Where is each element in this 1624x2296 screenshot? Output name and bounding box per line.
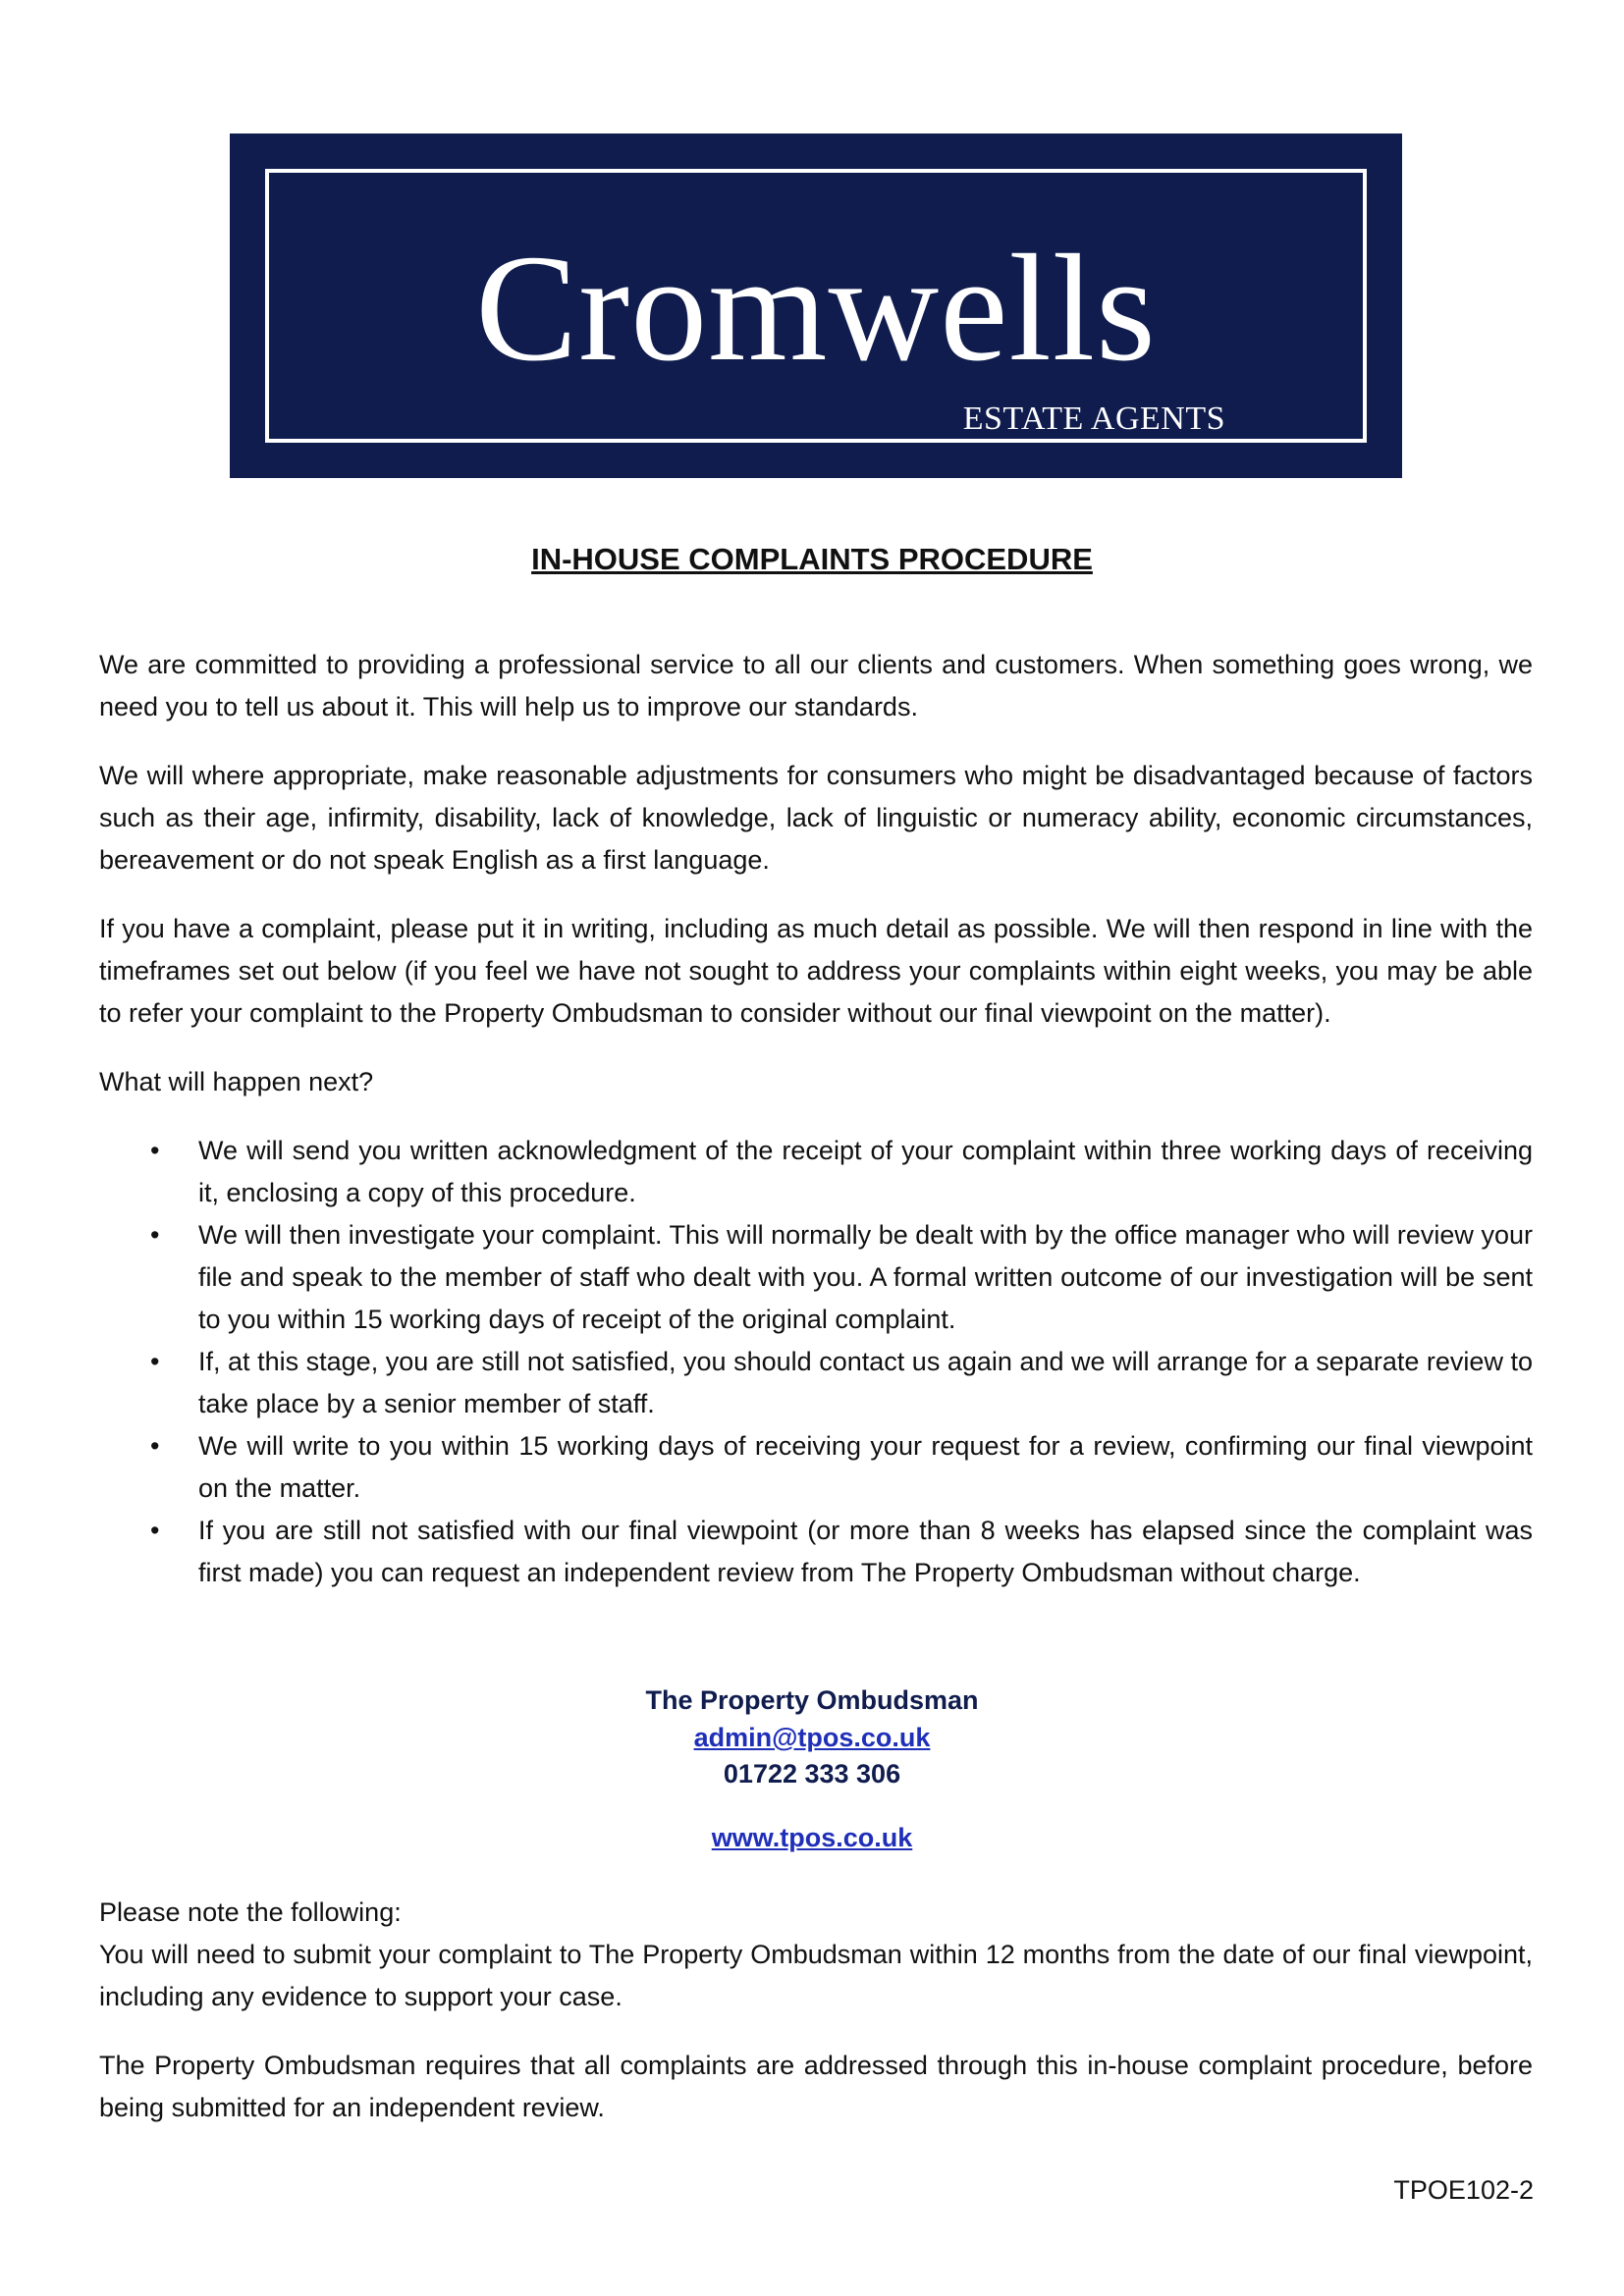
ombudsman-website-link[interactable]: www.tpos.co.uk bbox=[711, 1823, 913, 1852]
note-submission: You will need to submit your complaint to The Property Ombudsman within 12 months from the date of our final viewpoint, including any evidence to support your case. bbox=[99, 1940, 1533, 2011]
logo-border bbox=[265, 169, 1367, 443]
ombudsman-name: The Property Ombudsman bbox=[645, 1685, 979, 1715]
note-procedure: The Property Ombudsman requires that all complaints are addressed through this in-house complaint procedure, before being submitted for an independent review. bbox=[99, 2051, 1533, 2122]
list-item bbox=[99, 1510, 1533, 1594]
bullet-icon: • bbox=[150, 1220, 160, 1250]
document-reference: TPOE102-2 bbox=[1393, 2175, 1534, 2205]
bullet-icon: • bbox=[150, 1431, 160, 1461]
company-logo bbox=[230, 133, 1402, 478]
steps-list bbox=[99, 1130, 1533, 1594]
ombudsman-website-row bbox=[0, 1823, 1624, 1853]
ombudsman-email-link[interactable]: admin@tpos.co.uk bbox=[693, 1723, 931, 1752]
step-text: If you are still not satisfied with our final viewpoint (or more than 8 weeks has elapsed since the complaint was first made) you can request an independent review from The Property Ombudsman without charge. bbox=[198, 1516, 1533, 1587]
bullet-icon: • bbox=[150, 1516, 160, 1545]
list-item bbox=[99, 1130, 1533, 1214]
bullet-icon: • bbox=[150, 1347, 160, 1376]
intro-section bbox=[99, 644, 1533, 1594]
bullet-icon: • bbox=[150, 1136, 160, 1165]
list-item bbox=[99, 1425, 1533, 1510]
notes-heading: Please note the following: bbox=[99, 1897, 402, 1927]
paragraph-next: What will happen next? bbox=[99, 1067, 374, 1096]
ombudsman-phone: 01722 333 306 bbox=[723, 1759, 901, 1789]
logo-name: Cromwells bbox=[475, 223, 1157, 393]
paragraph-adjustments: We will where appropriate, make reasonable adjustments for consumers who might be disadvantaged because of factors such as their age, infirmity, disability, lack of knowledge, lack of linguistic or numeracy ability, economic circumstances, bereavement or do not speak English as a first language. bbox=[99, 761, 1533, 875]
logo-subtitle: ESTATE AGENTS bbox=[962, 400, 1225, 437]
step-text: We will then investigate your complaint. This will normally be dealt with by the office manager who will review your file and speak to the member of staff who dealt with you. A formal written outcome of our investigation will be sent to you within 15 working days of receipt of the original complaint. bbox=[198, 1220, 1533, 1334]
page-title: IN-HOUSE COMPLAINTS PROCEDURE bbox=[531, 542, 1093, 576]
list-item bbox=[99, 1341, 1533, 1425]
notes-section bbox=[99, 1892, 1533, 2156]
paragraph-commitment: We are committed to providing a professional service to all our clients and customers. When something goes wrong, we need you to tell us about it. This will help us to improve our standards. bbox=[99, 650, 1533, 721]
step-text: We will write to you within 15 working days of receiving your request for a review, confirming our final viewpoint on the matter. bbox=[198, 1431, 1533, 1503]
step-text: We will send you written acknowledgment of the receipt of your complaint within three working days of receiving it, enclosing a copy of this procedure. bbox=[198, 1136, 1533, 1207]
list-item bbox=[99, 1214, 1533, 1341]
ombudsman-email-row bbox=[0, 1723, 1624, 1753]
paragraph-complaint: If you have a complaint, please put it in writing, including as much detail as possible. We will then respond in line with the timeframes set out below (if you feel we have not sought to address your complaints within eight weeks, you may be able to refer your complaint to the Property Ombudsman to consider without our final viewpoint on the matter). bbox=[99, 914, 1533, 1028]
step-text: If, at this stage, you are still not satisfied, you should contact us again and we will arrange for a separate review to take place by a senior member of staff. bbox=[198, 1347, 1533, 1418]
